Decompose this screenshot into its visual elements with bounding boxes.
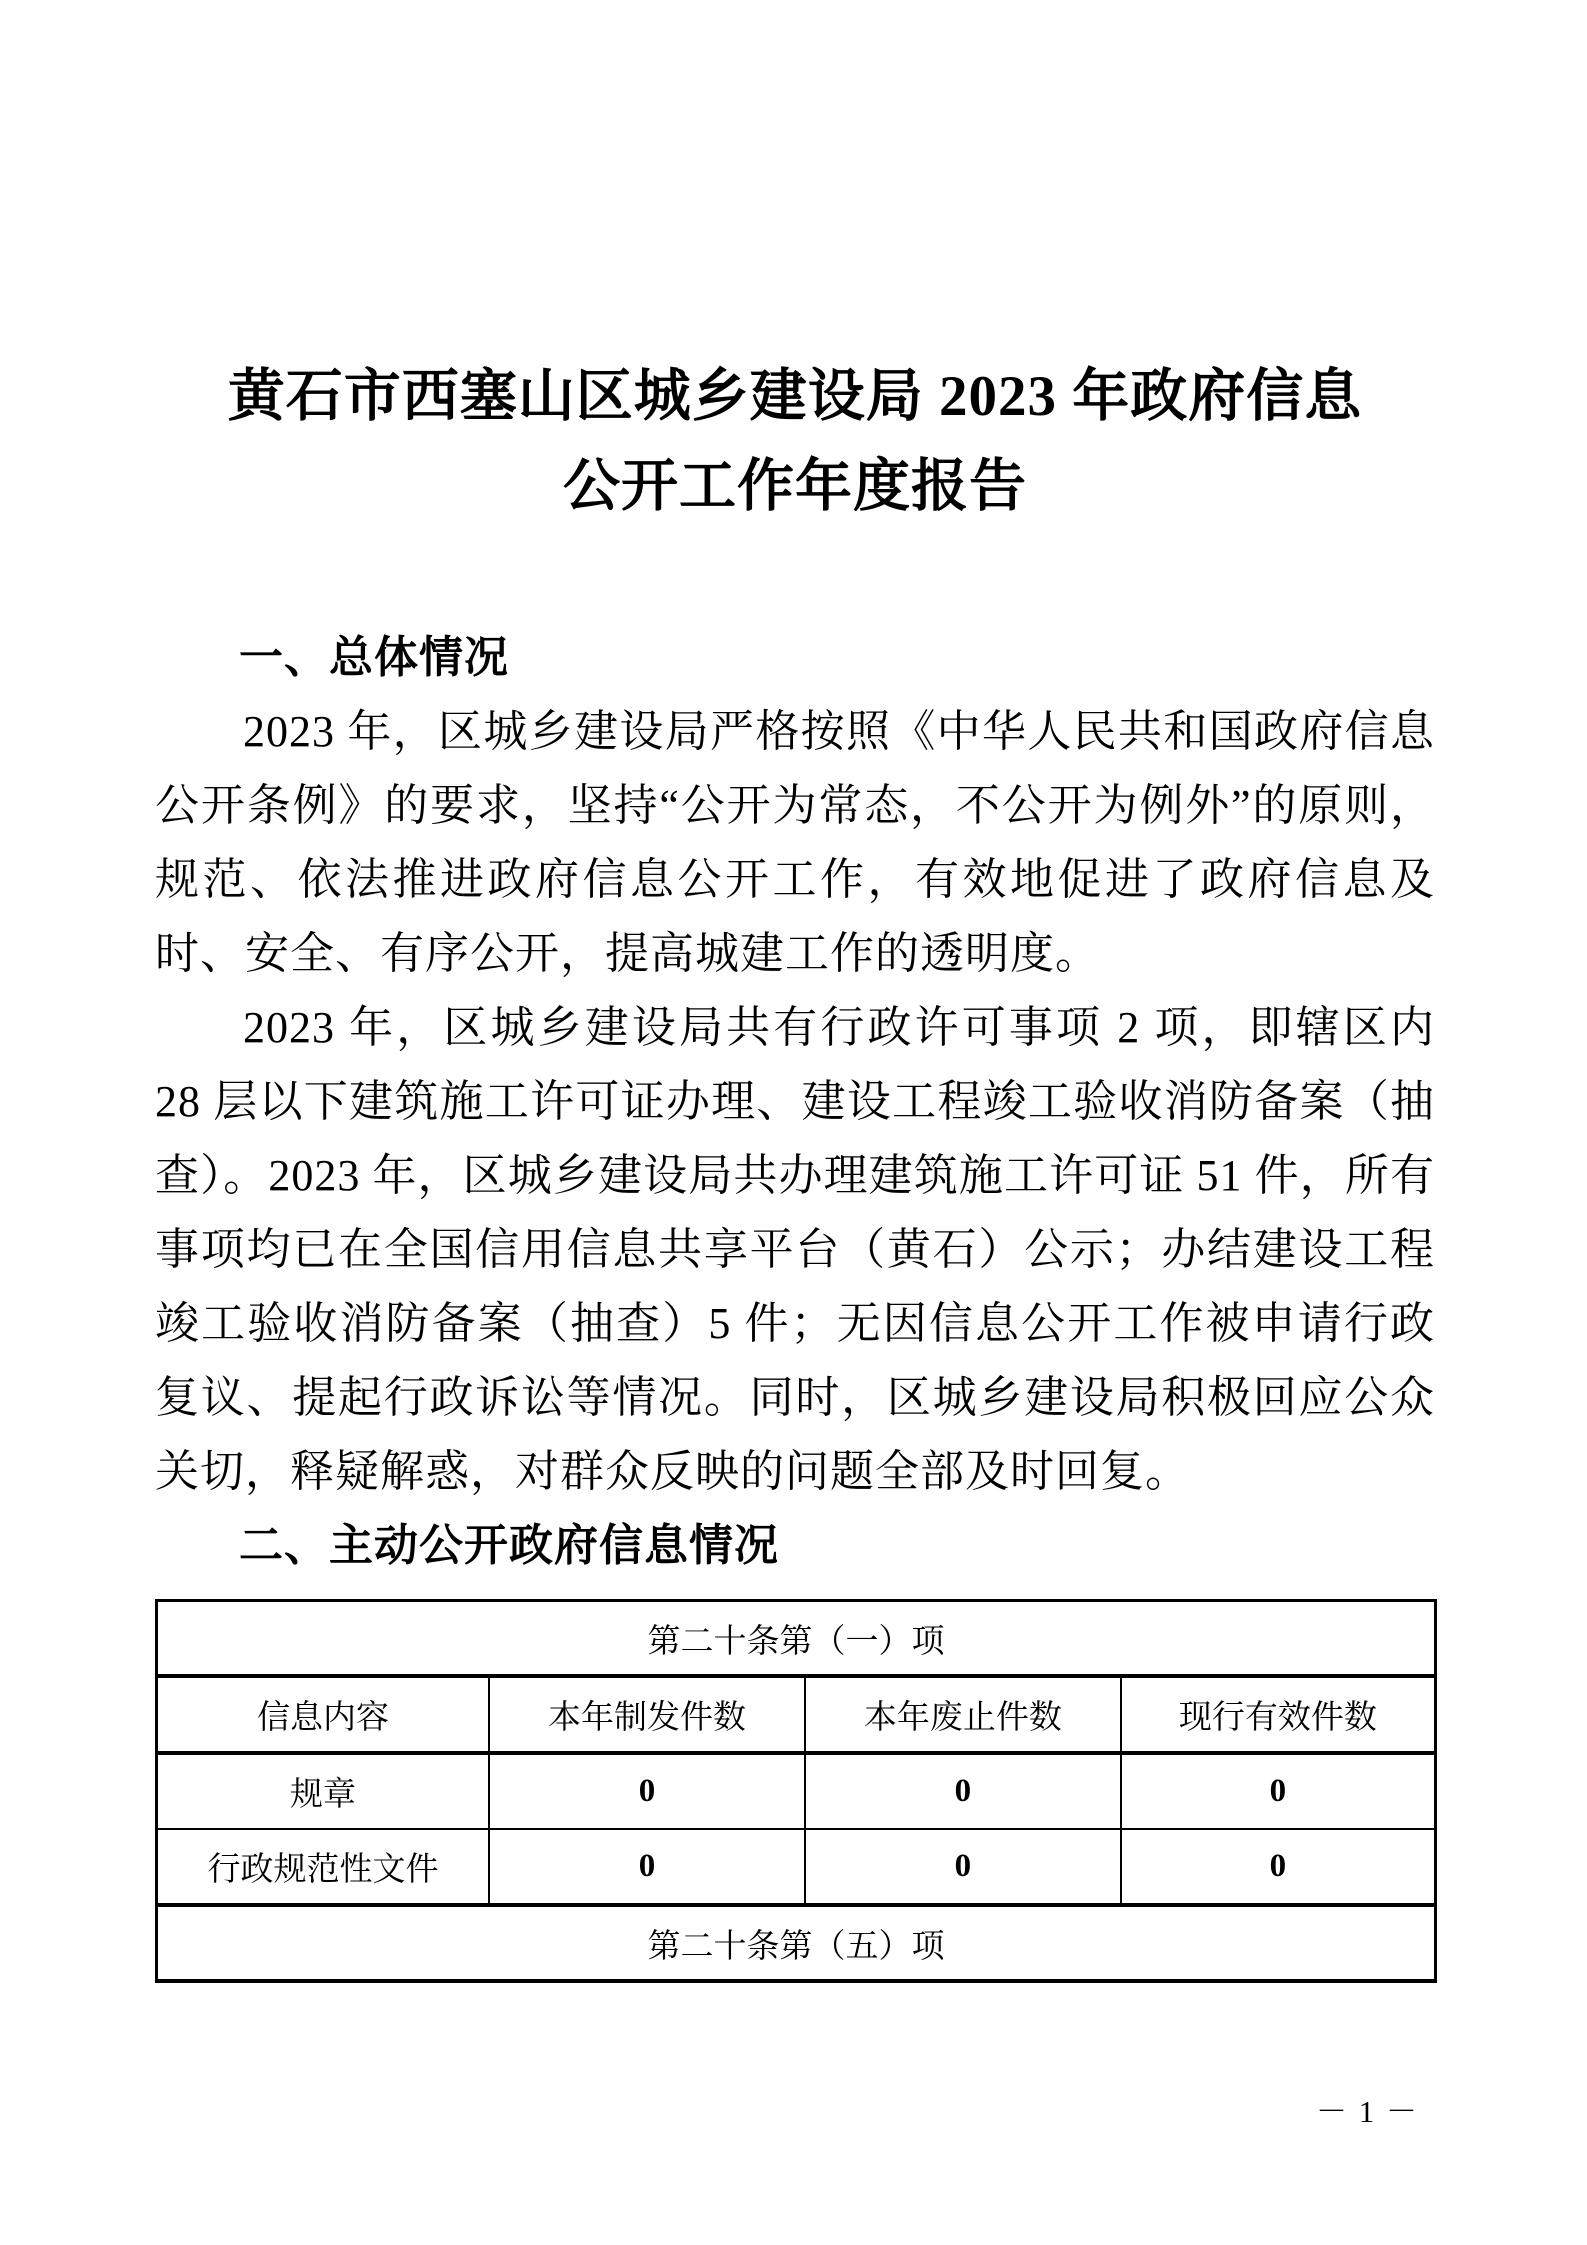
regulations-repealed-count: 0 — [805, 1753, 1121, 1829]
column-header-currently-effective: 现行有效件数 — [1121, 1676, 1436, 1753]
table-span-header-bottom: 第二十条第（五）项 — [157, 1905, 1436, 1981]
table-row-article20-item5 — [157, 1905, 1436, 1981]
page-content — [155, 0, 1435, 1983]
table-span-header-top: 第二十条第（一）项 — [157, 1601, 1436, 1677]
table-row-normative-documents — [157, 1829, 1436, 1905]
row-label-regulations: 规章 — [157, 1753, 490, 1829]
normative-effective-count: 0 — [1121, 1829, 1436, 1905]
table-row-article20-item1 — [157, 1601, 1436, 1677]
column-header-repealed-this-year: 本年废止件数 — [805, 1676, 1121, 1753]
regulations-issued-count: 0 — [489, 1753, 805, 1829]
table-row-regulations — [157, 1753, 1436, 1829]
section-heading-disclosure: 二、主动公开政府信息情况 — [239, 1521, 779, 1570]
normative-issued-count: 0 — [489, 1829, 805, 1905]
column-header-info-content: 信息内容 — [157, 1676, 490, 1753]
disclosure-table — [155, 1599, 1437, 1983]
regulations-effective-count: 0 — [1121, 1753, 1436, 1829]
page-number: － 1 － — [1316, 2094, 1419, 2129]
table-header-row — [157, 1676, 1436, 1753]
column-header-issued-this-year: 本年制发件数 — [489, 1676, 805, 1753]
title-line-1: 黄石市西塞山区城乡建设局 2023 年政府信息 — [227, 365, 1363, 428]
row-label-normative-documents: 行政规范性文件 — [157, 1829, 490, 1905]
overview-paragraph-1: 2023 年，区城乡建设局严格按照《中华人民共和国政府信息公开条例》的要求，坚持“公开为常态，不公开为例外”的原则，规范、依法推进政府信息公开工作，有效地促进了政府信息及时、安全、有序公开，提高城建工作的透明度。 — [155, 707, 1435, 978]
title-line-2: 公开工作年度报告 — [563, 455, 1027, 518]
section-heading-overview: 一、总体情况 — [239, 633, 509, 682]
normative-repealed-count: 0 — [805, 1829, 1121, 1905]
overview-paragraph-2: 2023 年，区城乡建设局共有行政许可事项 2 项，即辖区内 28 层以下建筑施工许可证办理、建设工程竣工验收消防备案（抽查）。2023 年，区城乡建设局共办理建筑施工许可证 51 件，所有事项均已在全国信用信息共享平台（黄石）公示；办结建设工程竣工验收消防备案（抽查）5 件；无因信息公开工作被申请行政复议、提起行政诉讼等情况。同时，区城乡建设局积极回应公众关切，释疑解惑，对群众反映的问题全部及时回复。 — [155, 1003, 1435, 1496]
document-title — [155, 352, 1435, 532]
